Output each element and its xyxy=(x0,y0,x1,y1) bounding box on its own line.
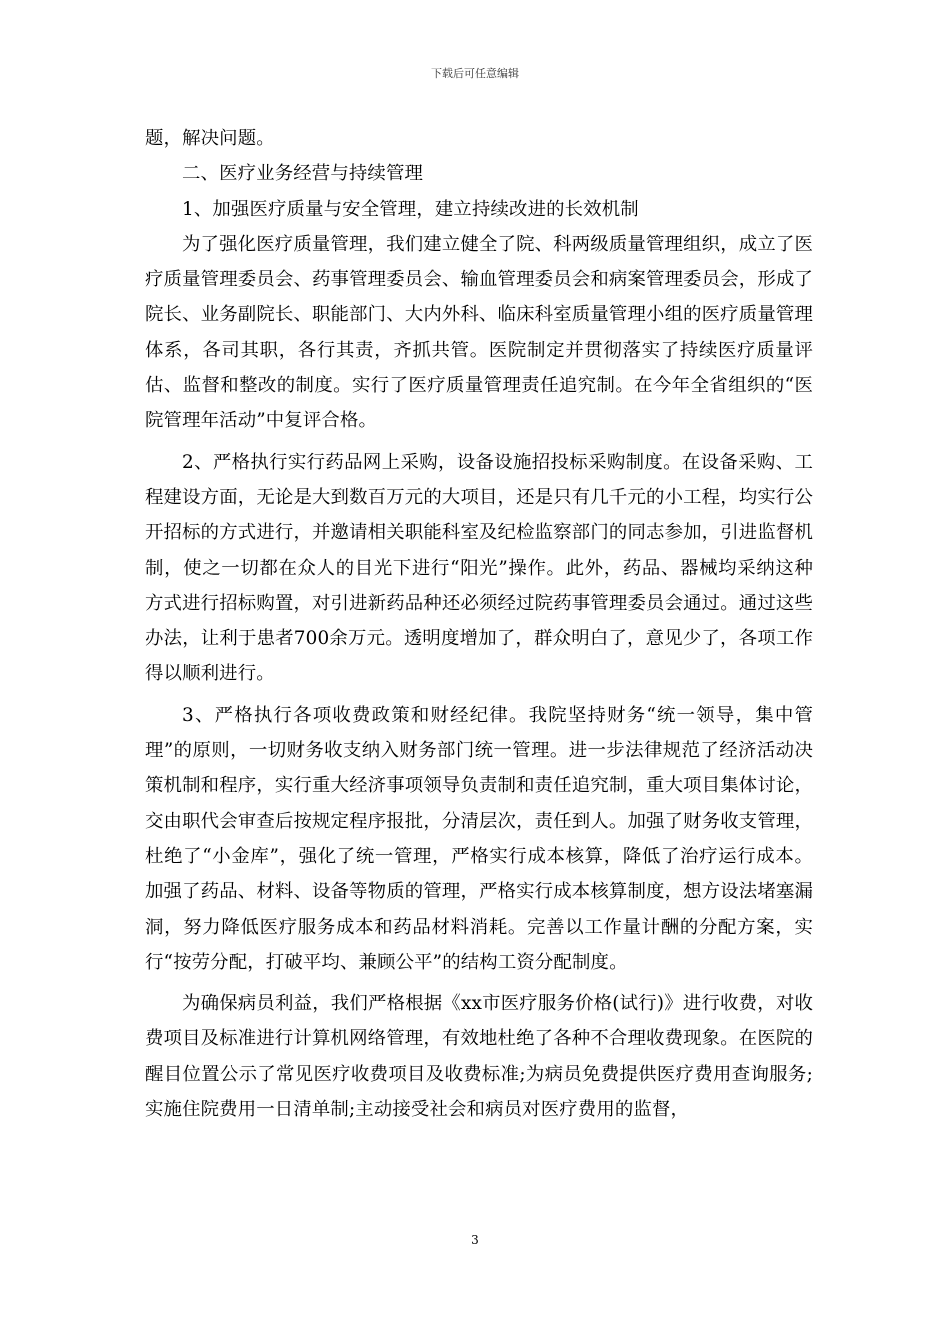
page-number: 3 xyxy=(471,1233,479,1247)
paragraph-continuation: 题，解决问题。 xyxy=(145,128,275,149)
paragraph-patient-interest: 为确保病员利益，我们严格根据《xx市医疗服务价格(试行)》进行收费，对收费项目及标准进行计算机网络管理，有效地杜绝了各种不合理收费现象。在医院的醒目位置公示了常见医疗收费项目及收费标准;为病员免费提供医疗费用查询服务;实施住院费用一日清单制;主动接受社会和病员对医疗费用的监督， xyxy=(145,993,813,1121)
paragraph-finance: 3、严格执行各项收费政策和财经纪律。我院坚持财务“统一领导，集中管理”的原则，一切财务收支纳入财务部门统一管理。进一步法律规范了经济活动决策机制和程序，实行重大经济事项领导负责制和责任追究制，重大项目集体讨论，交由职代会审查后按规定程序报批，分清层次，责任到人。加强了财务收支管理，杜绝了“小金库”，强化了统一管理，严格实行成本核算，降低了治疗运行成本。加强了药品、材料、设备等物质的管理，严格实行成本核算制度，想方设法堵塞漏洞，努力降低医疗服务成本和药品材料消耗。完善以工作量计酬的分配方案，实行“按劳分配，打破平均、兼顾公平”的结构工资分配制度。 xyxy=(145,704,813,973)
paragraph-quality-management: 为了强化医疗质量管理，我们建立健全了院、科两级质量管理组织，成立了医疗质量管理委员会、药事管理委员会、输血管理委员会和病案管理委员会，形成了院长、业务副院长、职能部门、大内外科、临床科室质量管理小组的医疗质量管理体系，各司其职，各行其责，齐抓共管。医院制定并贯彻落实了持续医疗质量评估、监督和整改的制度。实行了医疗质量管理责任追究制。在今年全省组织的“医院管理年活动”中复评合格。 xyxy=(145,233,813,432)
section-heading: 二、医疗业务经营与持续管理 xyxy=(182,163,424,185)
page-header: 下载后可任意编辑 xyxy=(431,67,519,80)
document-body xyxy=(145,121,813,1127)
subsection-heading-1: 1、加强医疗质量与安全管理，建立持续改进的长效机制 xyxy=(182,198,639,220)
paragraph-procurement: 2、严格执行实行药品网上采购，设备设施招投标采购制度。在设备采购、工程建设方面，无论是大到数百万元的大项目，还是只有几千元的小工程，均实行公开招标的方式进行，并邀请相关职能科室及纪检监察部门的同志参加，引进监督机制，使之一切都在众人的目光下进行“阳光”操作。此外，药品、器械均采纳这种方式进行招标购置，对引进新药品种还必须经过院药事管理委员会通过。通过这些办法，让利于患者700余万元。透明度增加了，群众明白了，意见少了，各项工作得以顺利进行。 xyxy=(145,451,813,685)
